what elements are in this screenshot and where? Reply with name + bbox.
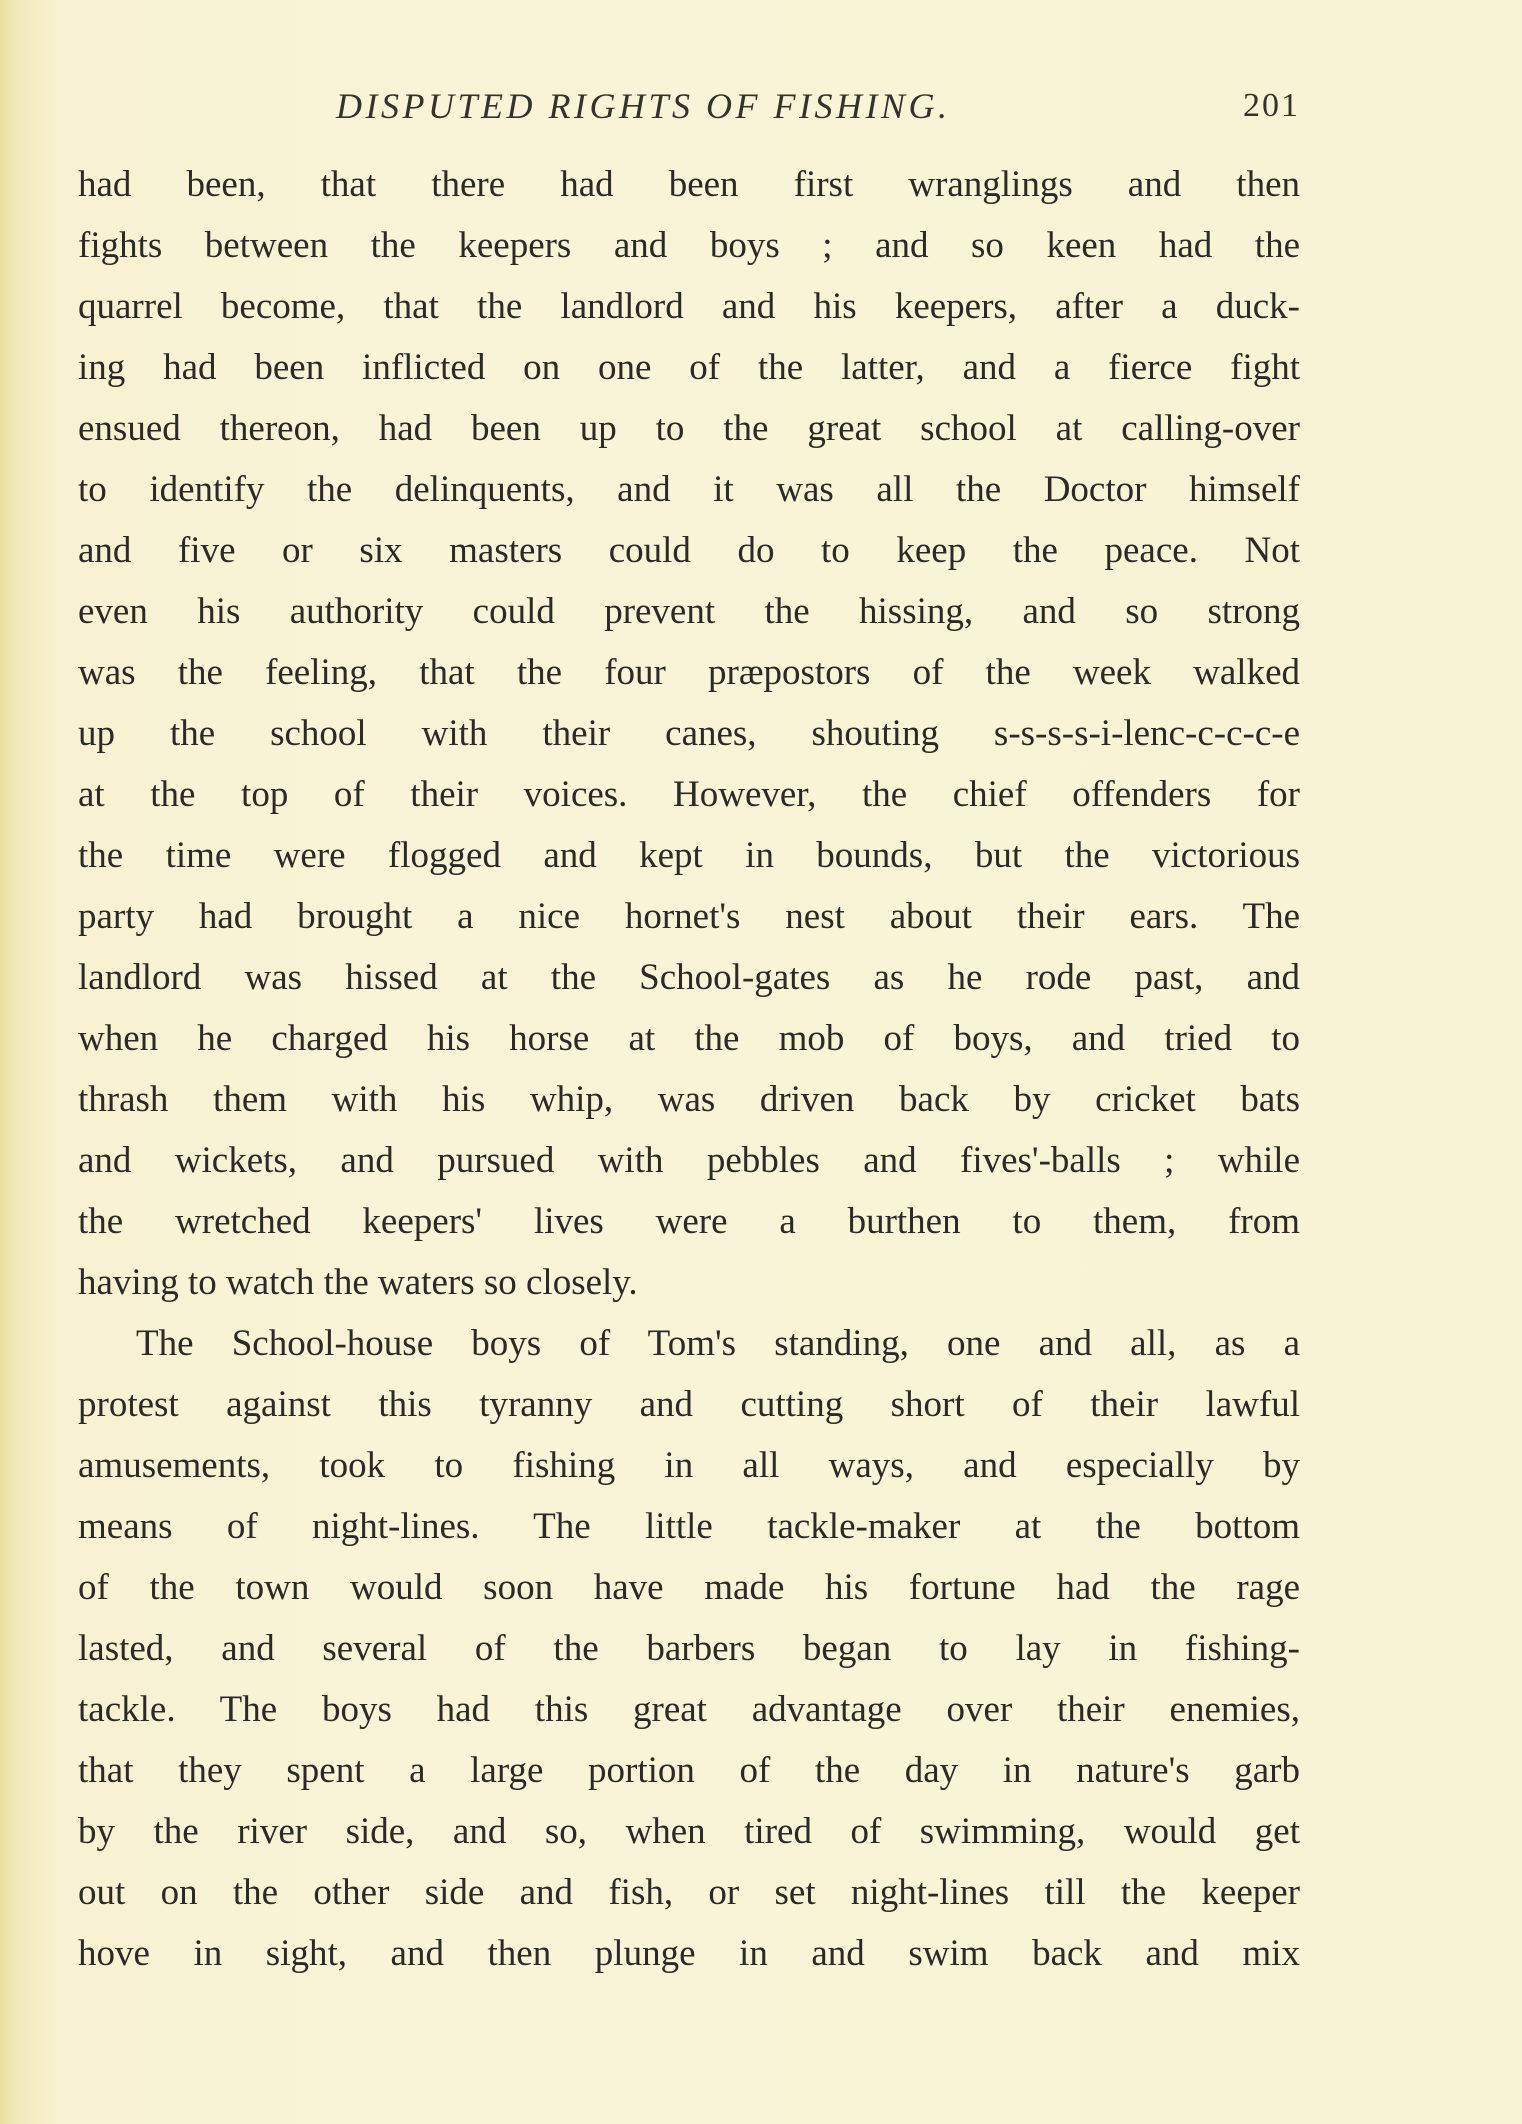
text-line: fights between the keepers and boys ; and so keen had the xyxy=(78,225,1300,266)
text-line: up the school with their canes, shouting s-s-s-s-i-lenc-c-c-c-e xyxy=(78,713,1300,754)
text-line: means of night-lines. The little tackle-maker at the bottom xyxy=(78,1506,1300,1547)
text-line: the wretched keepers' lives were a burthen to them, from xyxy=(78,1201,1300,1242)
text-line: quarrel become, that the landlord and his keepers, after a duck- xyxy=(78,286,1300,327)
text-line: hove in sight, and then plunge in and swim back and mix xyxy=(78,1933,1300,1974)
paragraph-start-line: The School-house boys of Tom's standing, one and all, as a xyxy=(136,1323,1300,1364)
text-line: ensued thereon, had been up to the great school at calling-over xyxy=(78,408,1300,449)
text-line: even his authority could prevent the hissing, and so strong xyxy=(78,591,1300,632)
text-line: lasted, and several of the barbers began to lay in fishing- xyxy=(78,1628,1300,1669)
text-line: of the town would soon have made his fortune had the rage xyxy=(78,1567,1300,1608)
text-line: landlord was hissed at the School-gates as he rode past, and xyxy=(78,957,1300,998)
text-line: had been, that there had been first wranglings and then xyxy=(78,164,1300,205)
text-line: at the top of their voices. However, the chief offenders for xyxy=(78,774,1300,815)
text-line: was the feeling, that the four præpostors of the week walked xyxy=(78,652,1300,693)
text-line: the time were flogged and kept in bounds, but the victorious xyxy=(78,835,1300,876)
text-line: amusements, took to fishing in all ways, and especially by xyxy=(78,1445,1300,1486)
text-line: party had brought a nice hornet's nest about their ears. The xyxy=(78,896,1300,937)
text-line: that they spent a large portion of the day in nature's garb xyxy=(78,1750,1300,1791)
text-line: to identify the delinquents, and it was all the Doctor himself xyxy=(78,469,1300,510)
paragraph-end-line: having to watch the waters so closely. xyxy=(78,1262,638,1303)
text-line: when he charged his horse at the mob of boys, and tried to xyxy=(78,1018,1300,1059)
page-number: 201 xyxy=(1243,87,1300,124)
body-text xyxy=(78,154,1300,1984)
text-line: ing had been inflicted on one of the latter, and a fierce fight xyxy=(78,347,1300,388)
text-line: and wickets, and pursued with pebbles and fives'-balls ; while xyxy=(78,1140,1300,1181)
text-line: out on the other side and fish, or set night-lines till the keeper xyxy=(78,1872,1300,1913)
page-header xyxy=(78,78,1300,134)
running-title: DISPUTED RIGHTS OF FISHING. xyxy=(336,86,951,126)
text-line: by the river side, and so, when tired of swimming, would get xyxy=(78,1811,1300,1852)
text-line: tackle. The boys had this great advantage over their enemies, xyxy=(78,1689,1300,1730)
text-line: protest against this tyranny and cutting short of their lawful xyxy=(78,1384,1300,1425)
text-line: thrash them with his whip, was driven back by cricket bats xyxy=(78,1079,1300,1120)
text-line: and five or six masters could do to keep the peace. Not xyxy=(78,530,1300,571)
